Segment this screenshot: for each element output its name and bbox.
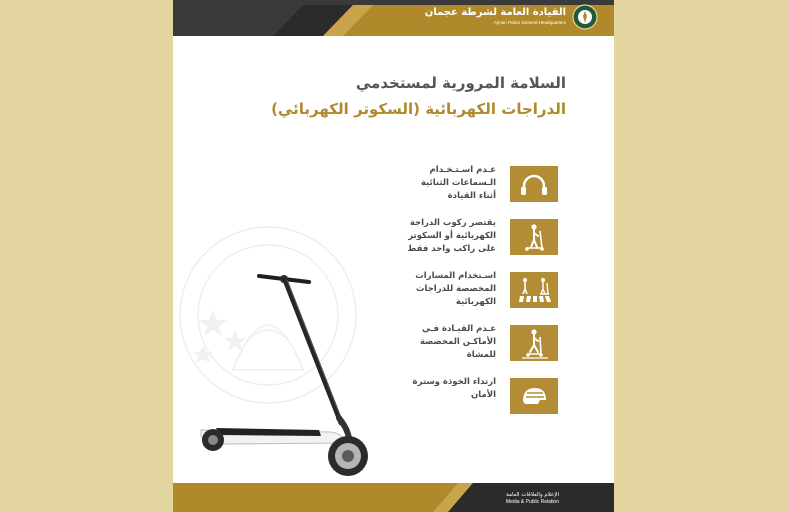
rule-text: يقتصر ركوب الدراجة الكهربائية أو السكوتر على راكب واحد فقط <box>407 218 496 254</box>
pedestrian-scooter-icon <box>510 325 558 361</box>
rule-item-single-rider <box>318 219 558 257</box>
rule-item-dedicated-lanes <box>318 272 558 310</box>
helmet-icon <box>510 378 558 414</box>
page-title: السلامة المرورية لمستخدمي <box>355 74 566 92</box>
rule-text: عـدم القيـادة فـي الأماكـن المخصصة للمشاة <box>420 324 496 360</box>
crosswalk-icon <box>510 272 558 308</box>
rule-text: اسـتخدام المسارات المخصصة للدراجات الكهربائية <box>415 271 496 307</box>
rule-item-no-headphones <box>318 166 558 204</box>
scooter-rider-icon <box>510 219 558 255</box>
org-logo-text <box>425 7 566 26</box>
poster <box>173 0 614 512</box>
rule-item-no-pedestrian-areas <box>318 325 558 363</box>
org-name-en: Ajman Police General Headquarters <box>493 20 566 25</box>
rule-text: ارتداء الخوذة وسترة الأمان <box>412 377 496 400</box>
org-name-ar: القيادة العامة لشرطة عجمان <box>424 7 566 18</box>
rule-item-helmet-vest <box>318 378 558 416</box>
headphones-icon <box>510 166 558 202</box>
footer-dept-ar: الإعلام والعلاقات العامة <box>506 492 559 498</box>
rule-text: عـدم اسـتـخـدام الـسماعات الثنائية أثناء القيادة <box>420 165 496 201</box>
footer-department <box>506 491 559 506</box>
page-subtitle: الدراجات الكهربائية (السكوتر الكهربائي) <box>271 100 566 118</box>
footer-dept-en: Media & Public Relation <box>505 499 559 505</box>
police-emblem-icon <box>572 4 598 30</box>
